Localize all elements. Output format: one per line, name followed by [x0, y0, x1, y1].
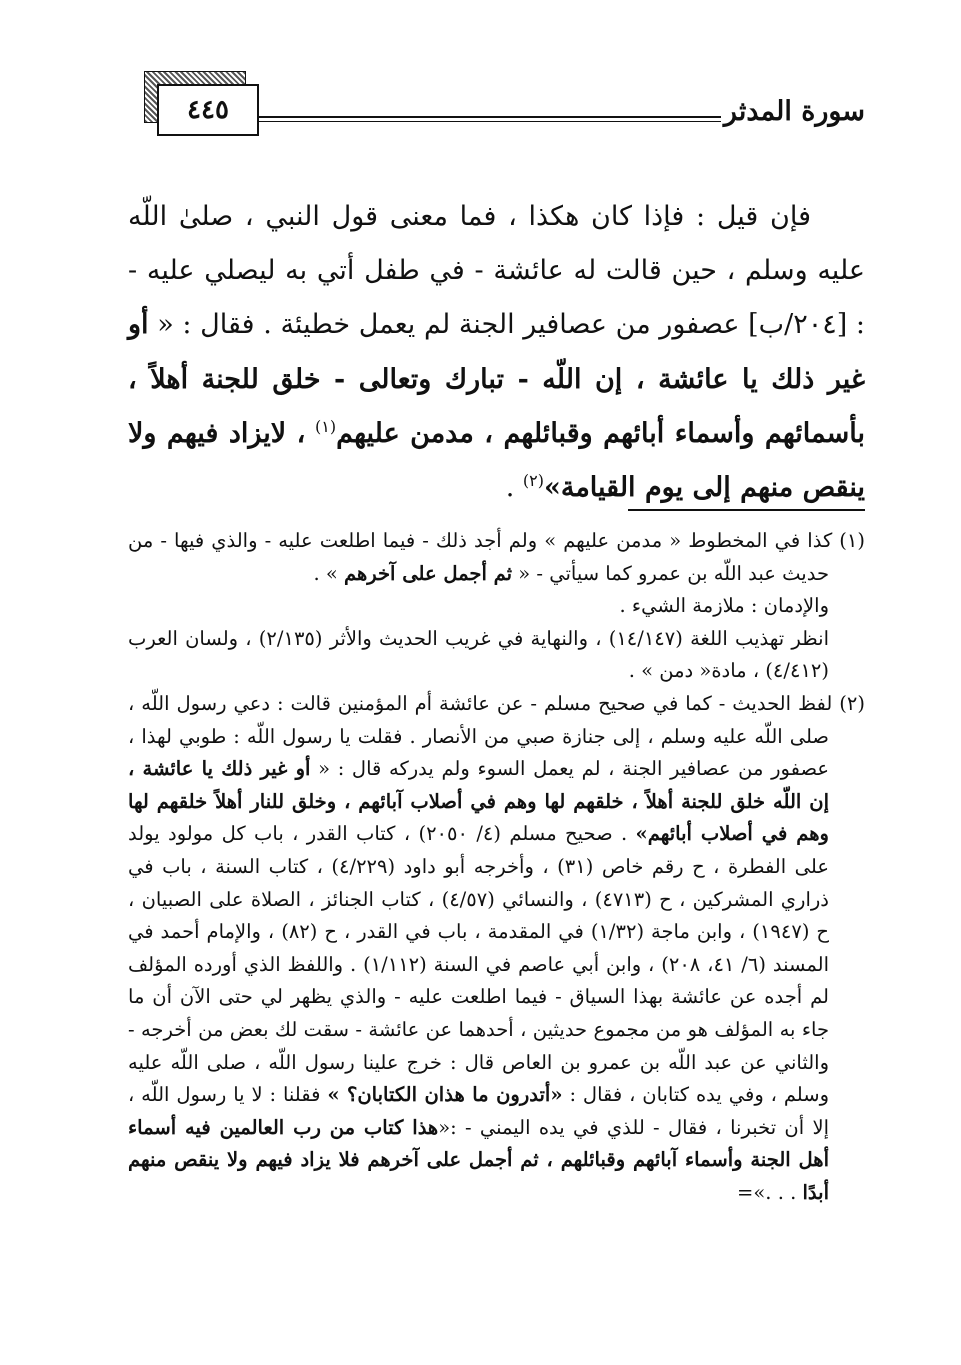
hadith-quote-part2: ، لايزاد فيهم ولا ينقص منهم إلى يوم القيامة» [128, 417, 865, 504]
footnote-2-bold-1: أو غير ذلك يا عائشة ، إن اللّه خلق للجنة أهلاً ، خلقهم لها وهم في أصلاب آبائهم ، وخلق للنار أهلاً خلقهم لها وهم في أصلاب أبائهم» [128, 757, 829, 846]
footnote-1-text: (١) كذا في المخطوط « مدمن عليهم » ولم أجد ذلك - فيما اطلعت عليه - والذي فيها - من حديث عبد اللّه بن عمرو كما سيأتي - « [128, 529, 865, 585]
footnote-2-end: . . .»= [737, 1180, 803, 1204]
footnote-1-bold: ثم أجمل على آخرهم [343, 561, 513, 585]
footnote-2-bold-3: هذا كتاب من رب العالمين فيه أسماء أهل الجنة وأسماء آبائهم وقبائلهم ، ثم أجمل على آخرهم فلا يزاد فيهم ولا ينقص منهم أبدًا [128, 1115, 829, 1204]
footnote-1-definition: والإدمان : ملازمة الشيء . [619, 594, 829, 618]
footnote-2 [128, 688, 865, 1210]
footnote-1 [128, 525, 865, 590]
header-rule [253, 116, 721, 118]
footnote-ref-2: (٢) [522, 471, 544, 491]
footnote-1-references: انظر تهذيب اللغة (١٤/١٤٧) ، والنهاية في غريب الحديث والأثر (٢/١٣٥) ، ولسان العرب (٤/٤١٢) ، مادة« دمن » . [128, 626, 829, 683]
page-number: ٤٤٥ [187, 95, 229, 125]
page-number-box [157, 84, 259, 136]
footnote-2-text-b: . صحيح مسلم (٤/ ٢٠٥٠) ، كتاب القدر ، باب كل مولود يولد على الفطرة ، ح رقم خاص (٣١) ، وأخرجه أبو داود (٤/٢٢٩) ، كتاب السنة ، باب في ذراري المشركين ، ح (٤٧١٣) ، والنسائي (٤/٥٧) ، كتاب الجنائز ، الصلاة على الصبيان ، ح (١٩٤٧) ، وابن ماجة (١/٣٢) في المقدمة ، باب في القدر ، ح (٨٢) ، والإمام أحمد في المسند (٦/ ٤١، ٢٠٨) ، وابن أبي عاصم في السنة (١/١١٢) . واللفظ الذي أورده المؤلف لم أجده عن عائشة بهذا السياق - فيما اطلعت عليه - والذي يظهر لي حتى الآن أن ما جاء به المؤلف هو من مجموع حديثين ، أحدهما عن عائشة - سقت لك بعض من أخرجه - والثاني عن عبد اللّه بن عمرو بن العاص قال : خرج علينا رسول اللّه ، صلى اللّه عليه وسلم ، وفي يده كتابان ، فقال : [128, 822, 830, 1107]
footnote-1-end: » . [313, 561, 338, 585]
main-end: . [505, 472, 523, 504]
main-text [128, 190, 865, 515]
footnote-2-text-a: (٢) لفظ الحديث - كما في صحيح مسلم - عن عائشة أم المؤمنين قالت : دعي رسول اللّه ، صلى اللّه عليه وسلم ، إلى جنازة صبي من الأنصار . فقلت يا رسول اللّه : طوبي لهذا ، عصفور من عصافير الجنة ، لم يعمل السوء ولم يدركه قال : « [128, 691, 865, 781]
footnote-2-text-c: فقلنا : لا يا رسول اللّه ، إلا أن تخبرنا ، فقال - للذي في يده اليمني - :« [128, 1083, 829, 1139]
footnote-ref-1: (١) [315, 416, 337, 436]
main-paragraph [128, 190, 865, 515]
chapter-title: سورة المدثر [723, 96, 865, 127]
footnote-separator [628, 509, 865, 511]
footnotes [128, 525, 865, 1209]
footnote-2-bold-2: «أتدرون ما هذان الكتابان؟ » [327, 1083, 563, 1107]
main-plain-text: فإن قيل : فإذا كان هكذا ، فما معنى قول النبي ، صلىٰ اللّه عليه وسلم ، حين قالت له عائشة - في طفل أتي به ليصلي عليه - : [٢٠٤/ب] عصفور من عصافير الجنة لم يعمل خطيئة . فقال : « [128, 201, 865, 341]
header-rule-thin [253, 121, 721, 122]
hadith-quote-part1: أو غير ذلك يا عائشة ، إن اللّه - تبارك وتعالى - خلق للجنة أهلاً ، بأسمائهم وأسماء أبائهم وقبائلهم ، مدمن عليهم [128, 309, 866, 449]
